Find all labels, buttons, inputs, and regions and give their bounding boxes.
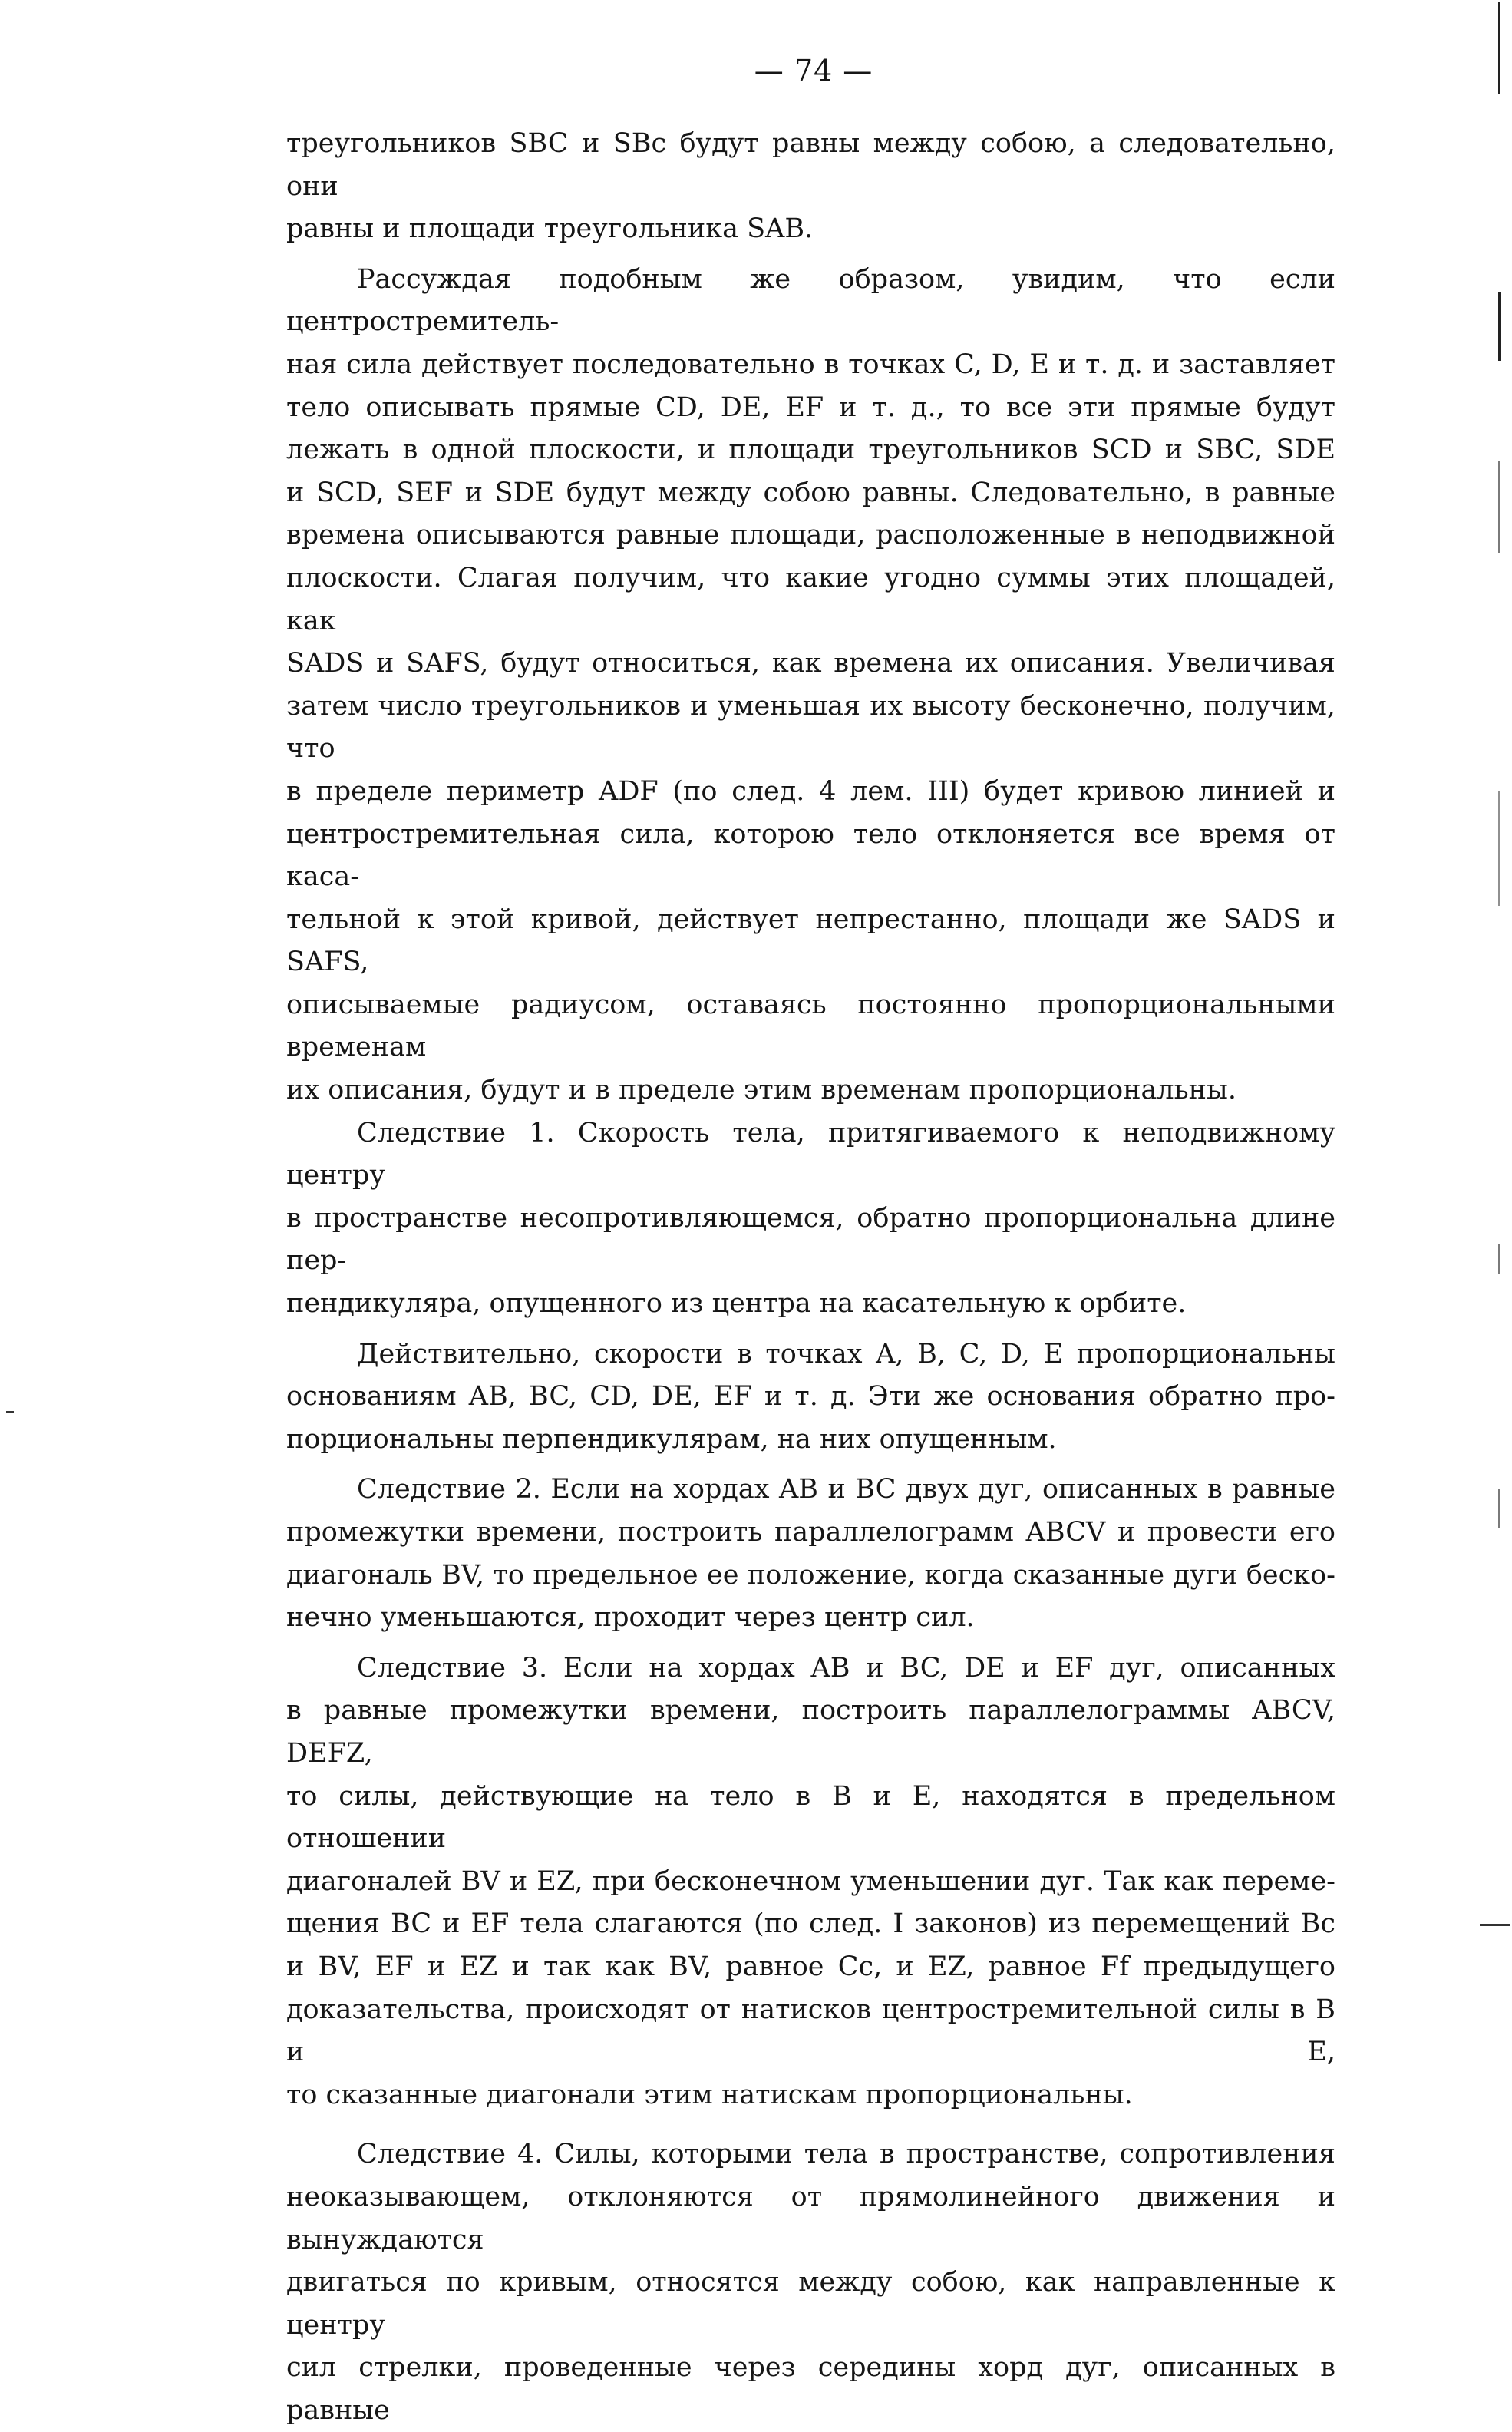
text-line: треугольников SBC и SBc будут равны между собою, а следовательно, они — [286, 128, 1335, 202]
text-line: сил стрелки, проведенные через середины хорд дуг, описанных в равные — [286, 2352, 1335, 2426]
text-line: то сказанные диагонали этим натискам пропорциональны. — [286, 2079, 1133, 2110]
text-line: промежутки времени, построить параллелограмм ABCV и провести его — [286, 1517, 1335, 1548]
scan-stray-mark — [6, 1411, 14, 1413]
text-line: в пространстве несопротивляющемся, обратно пропорциональна длине пер- — [286, 1202, 1335, 1277]
scan-edge-mark — [1498, 2, 1500, 94]
scan-edge-mark — [1498, 791, 1500, 906]
text-line: диагональ BV, то предельное ее положение, когда сказанные дуги беско- — [286, 1559, 1335, 1591]
text-line: неоказывающем, отклоняются от прямолинейного движения и вынуждаются — [286, 2181, 1335, 2255]
text-line: и SCD, SEF и SDE будут между собою равны. Следовательно, в равные — [286, 477, 1335, 508]
text-line: Рассуждая подобным же образом, увидим, что если центростремитель- — [286, 263, 1335, 338]
text-line: времена описываются равные площади, расположенные в неподвижной — [286, 520, 1335, 551]
scan-edge-mark — [1498, 461, 1500, 553]
text-line: нечно уменьшаются, проходит через центр сил. — [286, 1602, 975, 1634]
text-line: SADS и SAFS, будут относиться, как времена их описания. Увеличивая — [286, 648, 1335, 679]
scan-edge-mark — [1498, 1244, 1500, 1274]
text-line: Следствие 3. Если на хордах AB и BC, DE и EF дуг, описанных — [357, 1652, 1335, 1684]
page-number: — 74 — — [754, 54, 873, 88]
text-line: и BV, EF и EZ и так как BV, равное Cc, и EZ, равное Ff предыдущего — [286, 1951, 1335, 1982]
text-line: Следствие 4. Силы, которыми тела в пространстве, сопротивления — [357, 2139, 1335, 2170]
text-line: равны и площади треугольника SAB. — [286, 213, 814, 245]
scan-stray-mark — [1480, 1924, 1510, 1926]
text-line: Следствие 2. Если на хордах AB и BC двух дуг, описанных в равные — [357, 1474, 1335, 1505]
text-line: их описания, будут и в пределе этим временам пропорциональны. — [286, 1075, 1236, 1106]
text-line: затем число треугольников и уменьшая их высоту бесконечно, получим, что — [286, 690, 1335, 765]
scan-edge-mark — [1498, 1489, 1500, 1528]
text-line: в пределе периметр ADF (по след. 4 лем. III) будет кривою линией и — [286, 775, 1335, 807]
text-line: Следствие 1. Скорость тела, притягиваемого к неподвижному центру — [286, 1117, 1335, 1191]
text-line: Действительно, скорости в точках A, B, C, D, E пропорциональны — [357, 1338, 1335, 1370]
text-line: основаниям AB, BC, CD, DE, EF и т. д. Эти же основания обратно про- — [286, 1381, 1335, 1413]
text-line: доказательства, происходят от натисков центростремительной силы в B и E, — [286, 1994, 1335, 2068]
text-line: лежать в одной плоскости, и площади треугольников SCD и SBC, SDE — [286, 435, 1335, 466]
text-line: пендикуляра, опущенного из центра на касательную к орбите. — [286, 1288, 1187, 1320]
text-line: двигаться по кривым, относятся между собою, как направленные к центру — [286, 2267, 1335, 2341]
text-line: плоскости. Слагая получим, что какие угодно суммы этих площадей, как — [286, 562, 1335, 636]
body-text — [286, 123, 1335, 2432]
text-line: щения BC и EF тела слагаются (по след. I законов) из перемещений Bc — [286, 1908, 1335, 1940]
text-line: в равные промежутки времени, построить параллелограммы ABCV, DEFZ, — [286, 1695, 1335, 1769]
text-line: то силы, действующие на тело в B и E, находятся в предельном отношении — [286, 1780, 1335, 1855]
text-line: порциональны перпендикулярам, на них опущенным. — [286, 1423, 1057, 1455]
text-line: центростремительная сила, которою тело отклоняется все время от каса- — [286, 818, 1335, 893]
text-line: тельной к этой кривой, действует непрестанно, площади же SADS и SAFS, — [286, 904, 1335, 978]
text-line: описываемые радиусом, оставаясь постоянно пропорциональными временам — [286, 989, 1335, 1063]
scan-edge-mark — [1498, 292, 1501, 361]
text-line: ная сила действует последовательно в точках C, D, E и т. д. и заставляет — [286, 349, 1335, 380]
text-line: диагоналей BV и EZ, при бесконечном уменьшении дуг. Так как переме- — [286, 1865, 1335, 1897]
text-line: тело описывать прямые CD, DE, EF и т. д., то все эти прямые будут — [286, 392, 1335, 423]
